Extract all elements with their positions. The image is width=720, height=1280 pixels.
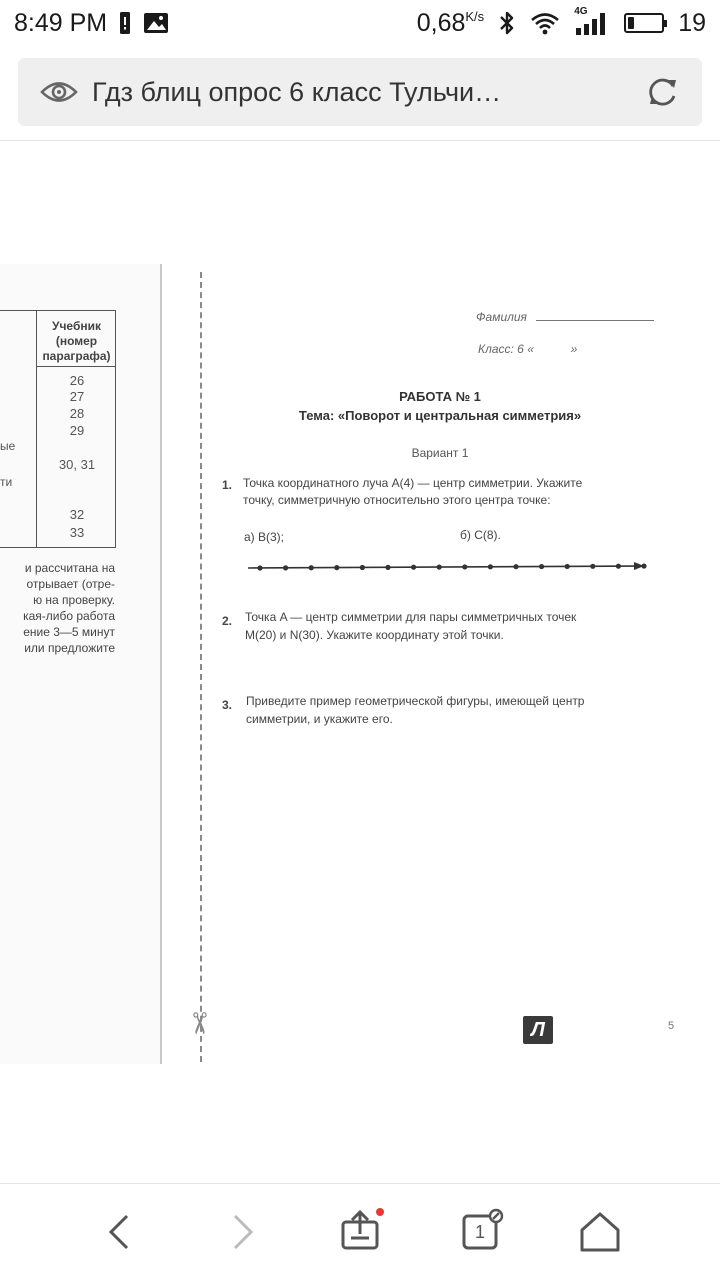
address-bar[interactable] <box>18 58 702 126</box>
reload-icon[interactable] <box>646 75 680 109</box>
task-number: 2. <box>222 614 233 628</box>
ray-tick <box>385 565 390 570</box>
publisher-logo: Л <box>523 1016 553 1044</box>
wifi-icon <box>530 11 560 35</box>
ray-tick <box>539 564 544 569</box>
reference-table <box>0 310 116 548</box>
ray-tick <box>513 564 518 569</box>
task-3-line-2: симметрии, и укажите его. <box>246 712 393 726</box>
signal-icon <box>574 10 610 36</box>
right-page <box>166 264 720 1064</box>
page-number: 5 <box>668 1020 675 1032</box>
bluetooth-icon <box>498 10 516 36</box>
reference-column <box>36 311 116 547</box>
status-time: 8:49 PM <box>14 8 108 37</box>
battery-level-fill <box>628 17 634 29</box>
ray-tick <box>641 563 646 568</box>
ray-tick <box>488 564 493 569</box>
network-speed: $0,68^{K/s}$ <box>416 8 485 37</box>
task-number: 3. <box>222 698 233 712</box>
task-1-line-2: точку, симметричную относительно этого центра точке: <box>243 493 551 507</box>
network-type-label: 4G <box>574 6 588 17</box>
scanned-document <box>0 264 720 1064</box>
ray-tick <box>411 565 416 570</box>
ray-tick <box>283 565 288 570</box>
ray-tick <box>257 565 262 570</box>
text-fragment: ти <box>0 475 13 489</box>
reference-number: 26 <box>69 373 85 388</box>
task-number: 1. <box>222 478 233 492</box>
task-1-line-1: Точка координатного луча A(4) — центр симметрии. Укажите <box>243 476 583 490</box>
reference-number: 27 <box>69 389 85 404</box>
eye-icon[interactable] <box>40 79 78 105</box>
status-bar <box>0 0 720 46</box>
home-icon[interactable] <box>576 1208 624 1256</box>
top-divider <box>0 140 720 141</box>
alert-icon <box>119 11 131 35</box>
text-line: ю на проверку. <box>33 593 115 607</box>
class-close: » <box>570 342 578 356</box>
reference-number: 28 <box>69 406 85 421</box>
text-line: или предложите <box>24 641 115 655</box>
ray-tick <box>309 565 314 570</box>
reference-number: 29 <box>69 423 85 438</box>
back-icon[interactable] <box>96 1208 144 1256</box>
cut-line <box>200 272 202 1062</box>
task-2-line-1: Точка A — центр симметрии для пары симметричных точек <box>245 610 577 624</box>
text-line: кая-либо работа <box>23 609 115 623</box>
ray-tick <box>565 564 570 569</box>
tab-count: 1 <box>474 1222 485 1242</box>
text-line: ение 3—5 минут <box>23 625 115 639</box>
coordinate-ray <box>244 560 650 576</box>
text-fragment: ые <box>0 439 16 453</box>
reference-column-header: Учебник (номер параграфа) <box>37 311 116 367</box>
work-topic: Тема: «Поворот и центральная симметрия» <box>298 408 582 423</box>
share-icon[interactable] <box>336 1208 384 1256</box>
network-speed-unit: K/s <box>465 8 485 24</box>
left-page <box>0 264 162 1064</box>
task-1-option-a: а) B(3); <box>244 530 285 544</box>
ray-tick <box>360 565 365 570</box>
class-label: Класс: 6 « <box>478 342 534 356</box>
class-field <box>478 342 577 356</box>
bottom-navigation <box>0 1184 720 1280</box>
tabs-button[interactable] <box>458 1208 506 1256</box>
task-3-line-1: Приведите пример геометрической фигуры, имеющей центр <box>246 694 585 708</box>
reference-number: 33 <box>69 525 85 540</box>
work-title: РАБОТА № 1 <box>399 389 481 404</box>
task-1-option-b: б) C(8). <box>460 528 501 542</box>
image-icon <box>143 12 169 34</box>
left-page-text <box>0 560 115 656</box>
ray-tick <box>590 564 595 569</box>
ray-tick <box>616 564 621 569</box>
text-line: отрывает (отре- <box>26 577 115 591</box>
text-line: и рассчитана на <box>24 561 115 575</box>
ray-tick <box>462 564 467 569</box>
page-title[interactable]: Гдз блиц опрос 6 класс Тульчи… <box>92 76 502 107</box>
task-2-line-2: M(20) и N(30). Укажите координату этой точки. <box>245 628 504 642</box>
surname-line <box>536 320 654 321</box>
surname-field <box>476 310 654 324</box>
variant-label: Вариант 1 <box>411 446 469 460</box>
surname-label: Фамилия <box>476 310 527 324</box>
forward-icon[interactable] <box>218 1208 266 1256</box>
reference-number: 30, 31 <box>58 457 96 472</box>
signal-indicator <box>574 6 610 36</box>
reference-number: 32 <box>69 507 85 522</box>
ray-tick <box>437 564 442 569</box>
battery-percent: 19 <box>678 8 706 37</box>
ray-tick <box>334 565 339 570</box>
battery-icon <box>624 13 664 33</box>
scissors-icon: ✂ <box>182 1010 216 1037</box>
